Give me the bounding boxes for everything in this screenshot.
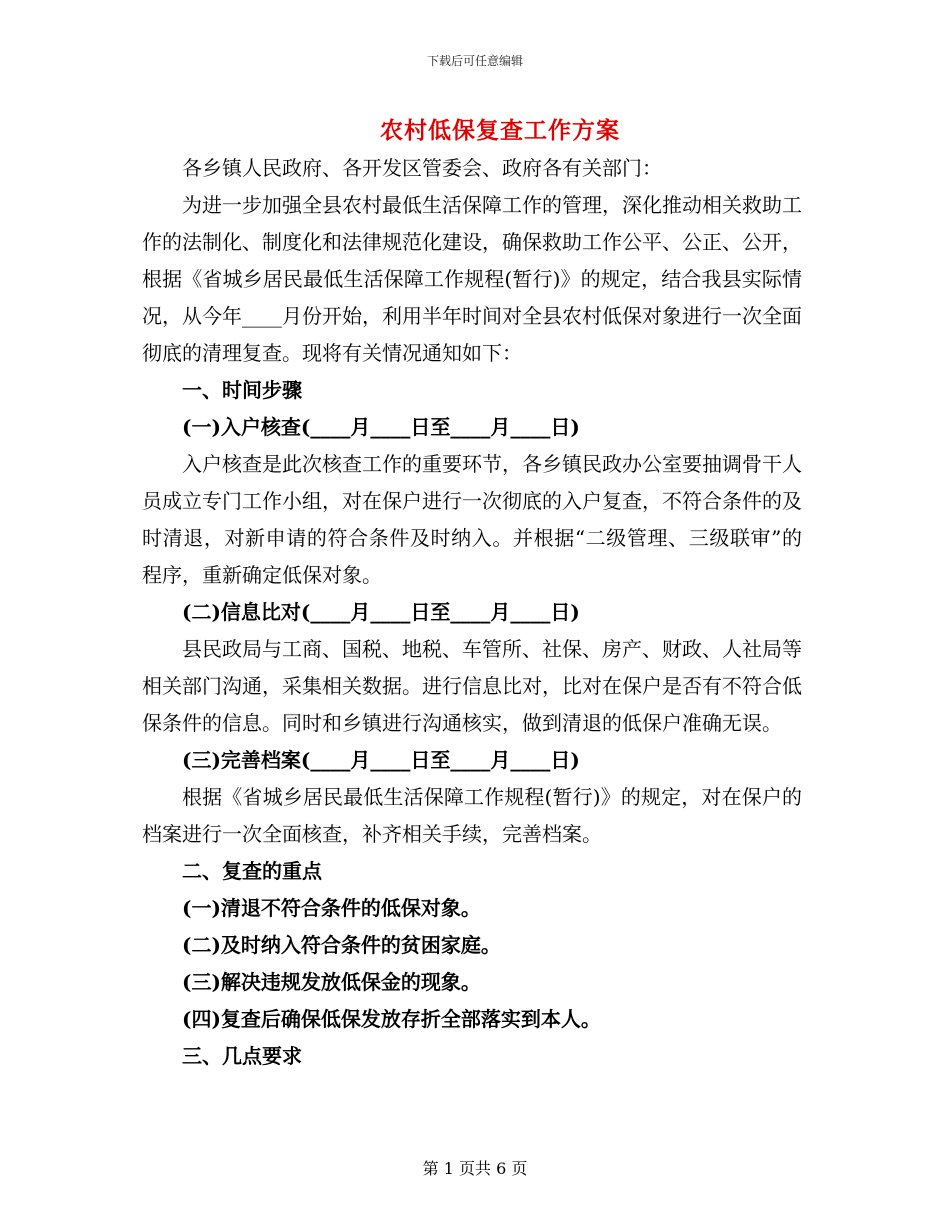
document-body <box>142 150 802 1075</box>
document-title: 农村低保复查工作方案 <box>380 117 620 144</box>
paragraph-home-check: 入户核查是此次核查工作的重要环节，各乡镇民政办公室要抽调骨干人员成立专门工作小组，对在保户进行一次彻底的入户复查，不符合条件的及时清退，对新申请的符合条件及时纳入。并根据“二级管理、三级联审”的程序，重新确定低保对象。 <box>142 452 802 587</box>
section-heading-requirements: 三、几点要求 <box>182 1044 302 1068</box>
focus-item-2: (二)及时纳入符合条件的贫困家庭。 <box>182 933 501 957</box>
intro-paragraph: 为进一步加强全县农村最低生活保障工作的管理，深化推动相关救助工作的法制化、制度化和法律规范化建设，确保救助工作公平、公正、公开，根据《省城乡居民最低生活保障工作规程(暂行)》的规定，结合我县实际情况，从今年____月份开始，利用半年时间对全县农村低保对象进行一次全面彻底的清理复查。现将有关情况通知如下： <box>142 193 802 365</box>
focus-item-1: (一)清退不符合条件的低保对象。 <box>182 896 481 920</box>
subheading-archive: (三)完善档案(____月____日至____月____日) <box>182 748 580 772</box>
focus-item-3: (三)解决违规发放低保金的现象。 <box>182 970 481 994</box>
salutation: 各乡镇人民政府、各开发区管委会、政府各有关部门： <box>182 156 662 180</box>
section-heading-focus: 二、复查的重点 <box>182 859 322 883</box>
subheading-info-compare: (二)信息比对(____月____日至____月____日) <box>182 600 580 624</box>
header-note: 下载后可任意编辑 <box>426 54 523 68</box>
page-number: 第 1 页共 6 页 <box>422 1159 528 1178</box>
paragraph-archive: 根据《省城乡居民最低生活保障工作规程(暂行)》的规定，对在保户的档案进行一次全面核查，补齐相关手续，完善档案。 <box>142 785 802 846</box>
subheading-home-check: (一)入户核查(____月____日至____月____日) <box>182 415 580 439</box>
paragraph-info-compare: 县民政局与工商、国税、地税、车管所、社保、房产、财政、人社局等相关部门沟通，采集相关数据。进行信息比对，比对在保户是否有不符合低保条件的信息。同时和乡镇进行沟通核实，做到清退的低保户准确无误。 <box>142 637 802 735</box>
focus-item-4: (四)复查后确保低保发放存折全部落实到本人。 <box>182 1007 601 1031</box>
section-heading-schedule: 一、时间步骤 <box>182 378 302 402</box>
